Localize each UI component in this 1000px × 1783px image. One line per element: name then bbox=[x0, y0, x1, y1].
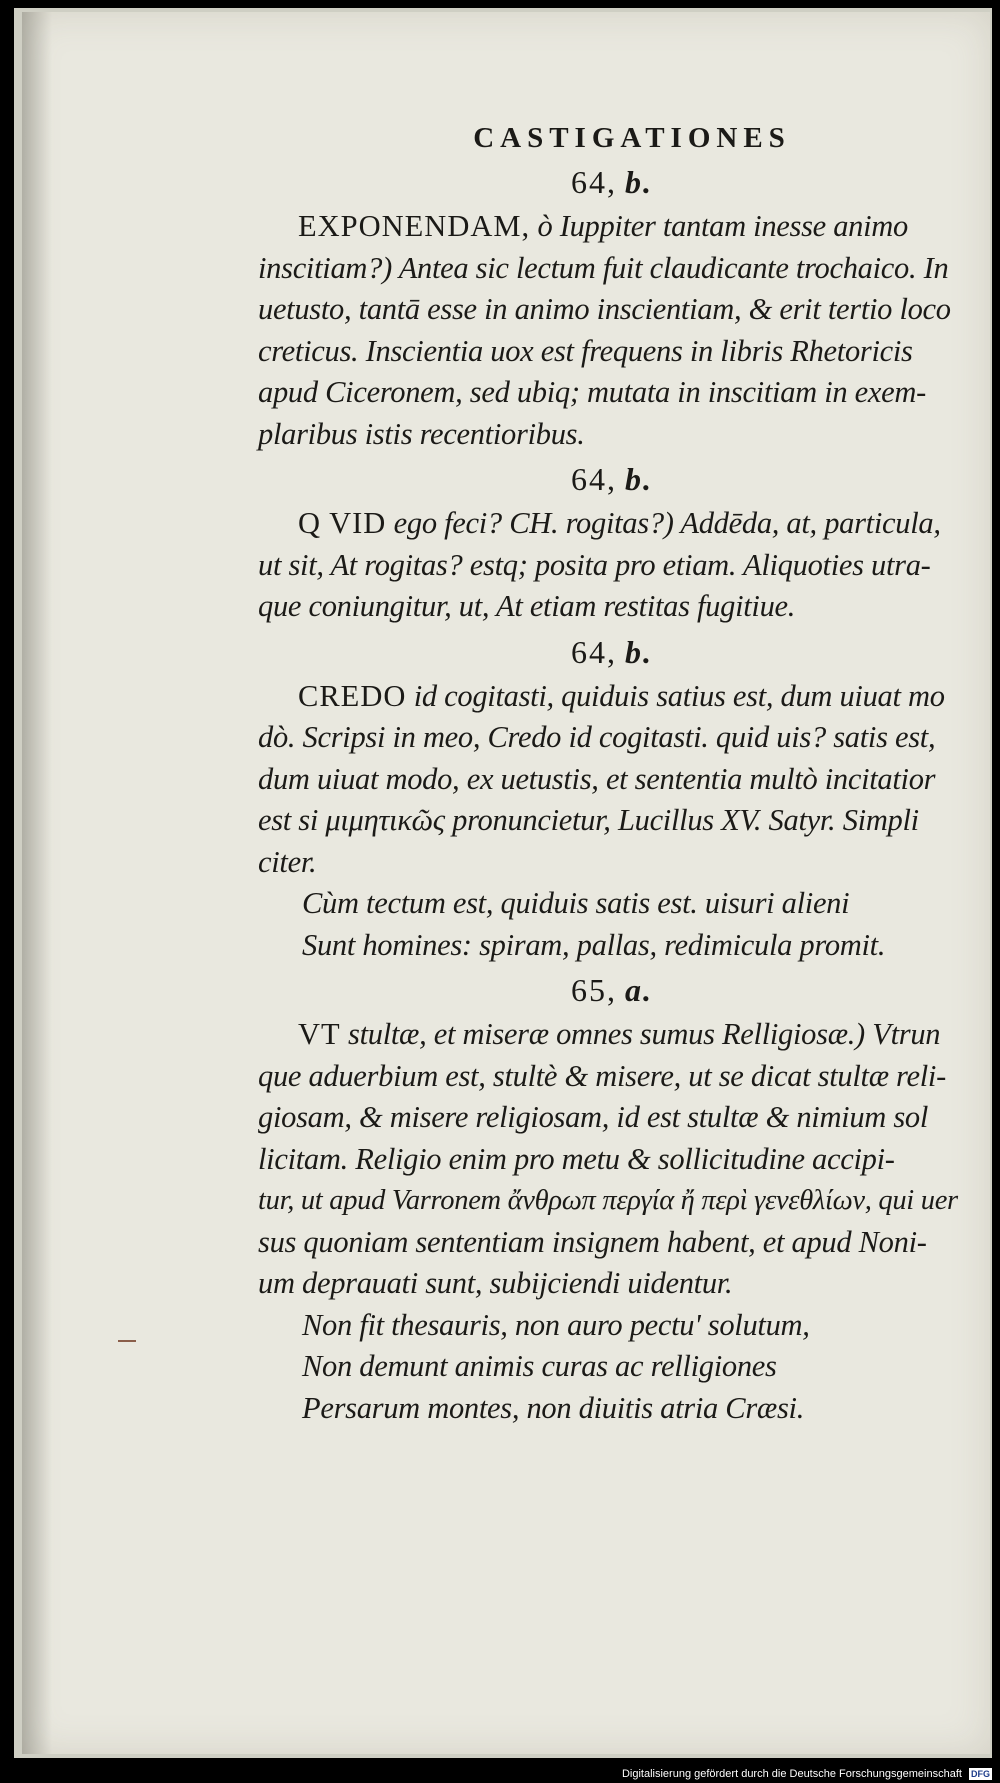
line-text: tur, ut apud Varronem ἄνθρωπ περγία ἤ περὶ γενεθλίων, qui uer bbox=[258, 1185, 958, 1216]
line-text: sus quoniam sententiam insignem habent, et apud Noni- bbox=[258, 1224, 927, 1259]
line-text: dum uiuat modo, ex uetustis, et sententia multò incitatior bbox=[258, 761, 936, 796]
folio-reference bbox=[258, 455, 966, 503]
text-line bbox=[258, 289, 966, 331]
line-text: dò. Scripsi in meo, Credo id cogitasti. quid uis? satis est, bbox=[258, 720, 936, 754]
text-line bbox=[258, 206, 966, 248]
line-text: plaribus istis recentioribus. bbox=[258, 416, 585, 451]
text-line bbox=[258, 1014, 966, 1056]
text-line bbox=[258, 1097, 966, 1139]
folio-side: a. bbox=[625, 972, 653, 1008]
text-line bbox=[258, 414, 966, 456]
folio-number: 64, bbox=[571, 461, 617, 497]
lemma-word: EXPONENDAM, bbox=[298, 209, 531, 243]
folio-number: 64, bbox=[571, 633, 617, 670]
line-text: creticus. Inscientia uox est frequens in libris Rhetoricis bbox=[258, 333, 913, 368]
text-line bbox=[258, 842, 966, 884]
lemma-word: CREDO bbox=[298, 678, 407, 713]
text-line bbox=[258, 1056, 966, 1098]
text-line bbox=[258, 717, 966, 759]
line-text: Sunt homines: spiram, pallas, redimicula promit. bbox=[302, 927, 886, 962]
line-text: licitam. Religio enim pro metu & sollicitudine accipi- bbox=[258, 1141, 895, 1176]
verse-line bbox=[258, 1305, 966, 1347]
line-text: id cogitasti, quiduis satius est, dum uiuat mo bbox=[406, 678, 945, 713]
line-text: Cùm tectum est, quiduis satis est. uisuri alieni bbox=[302, 886, 850, 920]
text-line bbox=[258, 759, 966, 801]
folio-side: b. bbox=[625, 633, 653, 670]
text-line bbox=[258, 1222, 966, 1264]
line-text: uetusto, tantā esse in animo inscientiam, & erit tertio loco bbox=[258, 292, 951, 326]
folio-reference bbox=[258, 966, 966, 1014]
line-text: que coniungitur, ut, At etiam restitas fugitiue. bbox=[258, 589, 796, 623]
text-line bbox=[258, 1180, 966, 1222]
line-text: giosam, & misere religiosam, id est stultæ & nimium sol bbox=[258, 1100, 929, 1134]
folio-number: 64, bbox=[571, 164, 617, 200]
line-text: inscitiam?) Antea sic lectum fuit claudicante trochaico. In bbox=[258, 250, 949, 285]
page-text bbox=[258, 118, 966, 1429]
line-text: citer. bbox=[258, 844, 317, 879]
line-text: um deprauati sunt, subijciendi uidentur. bbox=[258, 1266, 733, 1300]
text-line bbox=[258, 503, 966, 545]
folio-number: 65, bbox=[571, 972, 617, 1008]
folio-side: b. bbox=[625, 164, 653, 200]
text-line bbox=[258, 331, 966, 373]
text-line bbox=[258, 800, 966, 842]
verse-line bbox=[258, 883, 966, 925]
digitization-footer bbox=[622, 1767, 992, 1781]
text-line bbox=[258, 545, 966, 587]
page-gutter-shadow bbox=[22, 12, 52, 1754]
text-line bbox=[258, 372, 966, 414]
text-line bbox=[258, 586, 966, 628]
dfg-logo: DFG bbox=[971, 1769, 990, 1780]
footer-credit-text: Digitalisierung gefördert durch die Deutsche Forschungsgemeinschaft bbox=[621, 1768, 962, 1780]
line-text: stultæ, et miseræ omnes sumus Relligiosæ.) Vtrun bbox=[340, 1017, 941, 1051]
text-line bbox=[258, 248, 966, 290]
folio-reference bbox=[258, 628, 966, 676]
text-line bbox=[258, 1263, 966, 1305]
verse-line bbox=[258, 1346, 966, 1388]
line-text: est si μιμητικῶς pronuncietur, Lucillus XV. Satyr. Simpli bbox=[258, 803, 919, 837]
lemma-word: VT bbox=[298, 1017, 341, 1051]
line-text: que aduerbium est, stultè & misere, ut se dicat stultæ reli- bbox=[258, 1058, 946, 1093]
text-line bbox=[258, 1139, 966, 1181]
line-text: ò Iuppiter tantam inesse animo bbox=[530, 209, 908, 243]
folio-reference bbox=[258, 158, 966, 206]
line-text: apud Ciceronem, sed ubiq; mutata in inscitiam in exem- bbox=[258, 375, 926, 409]
line-text: Non fit thesauris, non auro pectu' solutum, bbox=[302, 1307, 810, 1342]
margin-mark bbox=[118, 1340, 136, 1342]
verse-line bbox=[258, 1388, 966, 1430]
verse-line bbox=[258, 925, 966, 967]
folio-side: b. bbox=[625, 461, 653, 497]
line-text: Non demunt animis curas ac relligiones bbox=[302, 1349, 777, 1383]
line-text: ut sit, At rogitas? estq; posita pro etiam. Aliquoties utra- bbox=[258, 547, 931, 582]
running-head: CASTIGATIONES bbox=[473, 122, 791, 154]
text-line bbox=[258, 676, 966, 718]
line-text: Persarum montes, non diuitis atria Cræsi. bbox=[302, 1390, 805, 1425]
lemma-word: Q VID bbox=[298, 506, 387, 540]
sections-container bbox=[258, 158, 966, 1429]
line-text: ego feci? CH. rogitas?) Addēda, at, particula, bbox=[386, 506, 941, 540]
